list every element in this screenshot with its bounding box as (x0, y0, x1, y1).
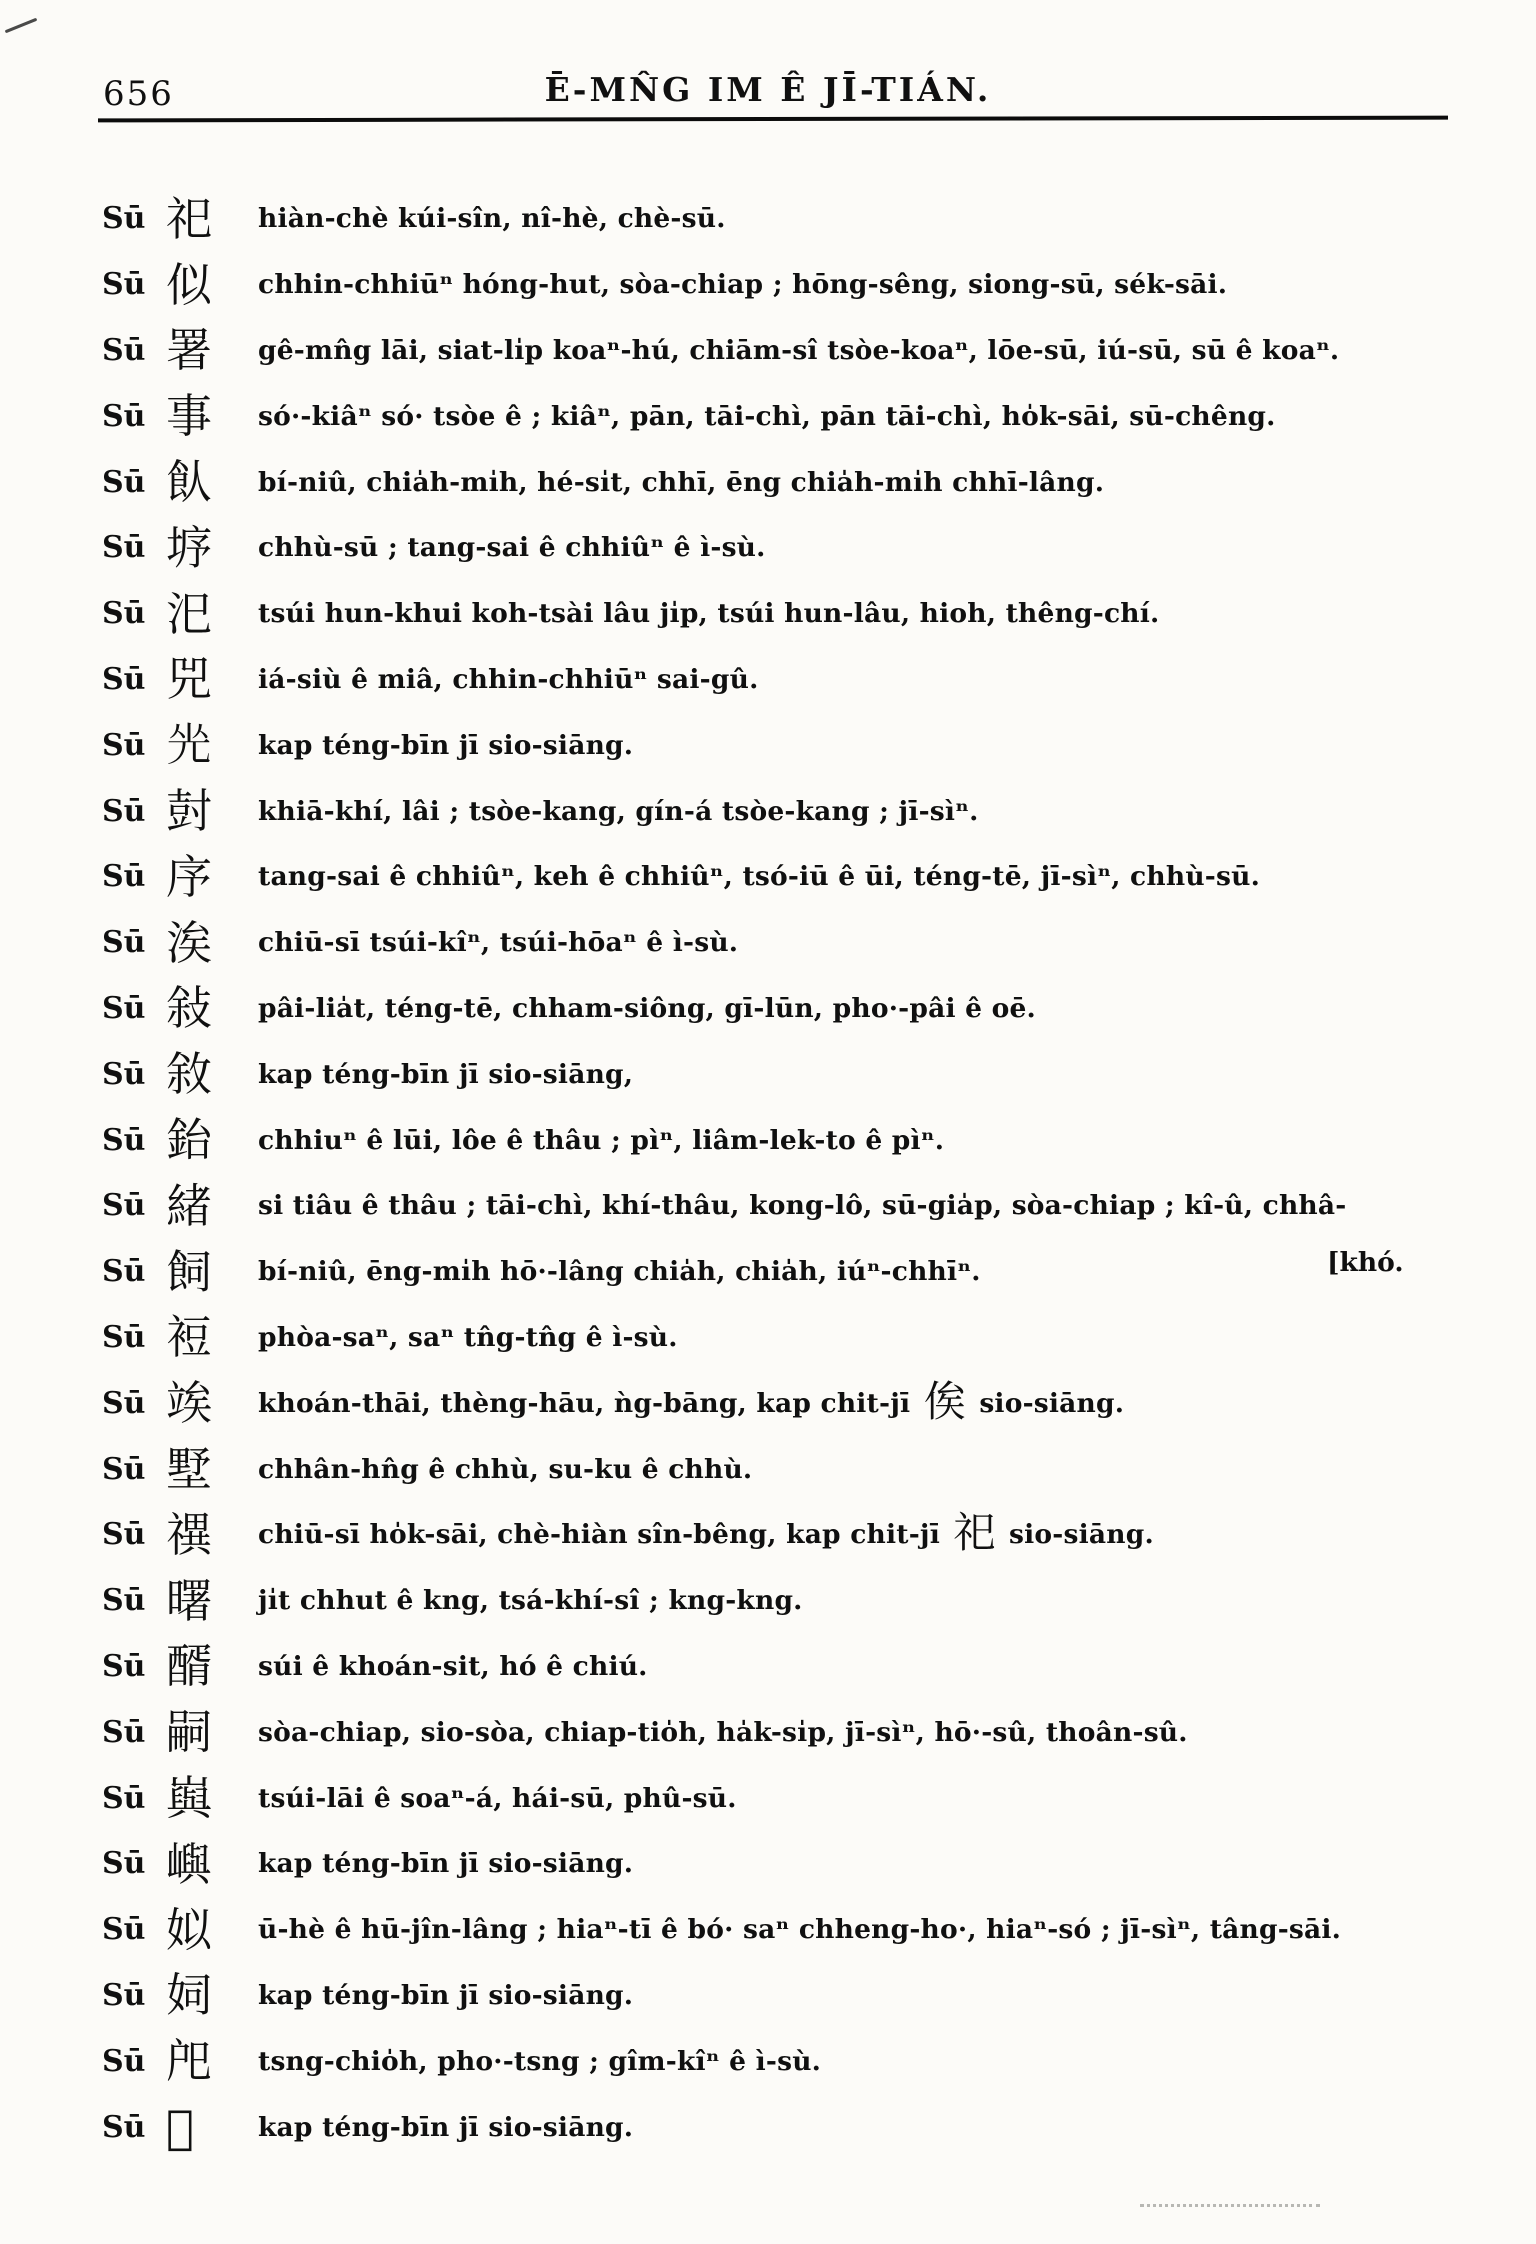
dictionary-entry (102, 1041, 1496, 1107)
dictionary-entry (102, 1699, 1496, 1765)
entry-definition-text: iá-siù ê miâ, chhin-chhiūⁿ sai-gû. (258, 663, 759, 695)
entry-definition (258, 1848, 633, 1879)
entry-romanization: Sū (102, 267, 146, 303)
entry-romanization: Sū (102, 1451, 146, 1487)
entry-definition-text-after: sio-siāng. (999, 1519, 1154, 1551)
entry-definition (258, 1717, 1188, 1748)
entry-definition-text: gê-mn̂g lāi, siat-li̍p koaⁿ-hú, chiām-sî tsòe-koaⁿ, lōe-sū, iú-sū, sū ê koaⁿ. (258, 334, 1340, 366)
dictionary-entry (102, 318, 1496, 384)
entry-definition (258, 1059, 633, 1090)
entry-definition (258, 993, 1036, 1024)
dictionary-entry (102, 1370, 1496, 1436)
dictionary-entry (102, 1305, 1496, 1371)
header-rule (98, 116, 1448, 123)
entry-definition-text: khoán-thāi, thèng-hāu, ǹg-bāng, kap chit-jī (258, 1387, 920, 1419)
page-number: 656 (103, 74, 174, 114)
entry-definition (258, 269, 1227, 300)
entry-character: 戺 (166, 2034, 212, 2089)
entry-definition-text: kap téng-bīn jī sio-siāng. (258, 1979, 634, 2011)
entry-character: 㚸 (166, 1968, 212, 2023)
entry-definition-text: kap téng-bīn jī sio-siāng. (258, 1848, 634, 1880)
entry-romanization: Sū (102, 1188, 146, 1224)
entry-definition (258, 1651, 648, 1682)
inline-character: 俟 (923, 1376, 966, 1426)
dictionary-entry (102, 252, 1496, 318)
entry-definition (258, 1508, 1154, 1558)
entry-character: 禩 (166, 1507, 212, 1562)
entry-romanization: Sū (102, 727, 146, 763)
entry-definition-text: só·-kiâⁿ só· tsòe ê ; kiâⁿ, pān, tāi-chì, pān tāi-chì, ho̍k-sāi, sū-chêng. (258, 400, 1276, 432)
dictionary-entry (102, 976, 1496, 1042)
entry-definition-text: sòa-chiap, sio-sòa, chiap-tio̍h, ha̍k-si̍p, jī-sìⁿ, hō·-sû, thoân-sû. (258, 1716, 1188, 1748)
entry-definition-text: kap téng-bīn jī sio-siāng. (258, 2111, 634, 2143)
entry-romanization: Sū (102, 859, 146, 895)
entry-definition (258, 203, 726, 234)
dictionary-entry (102, 581, 1496, 647)
entry-character: 敘 (166, 1047, 212, 1102)
entry-definition-text: bí-niû, chia̍h-mi̍h, hé-si̍t, chhī, ēng chia̍h-mi̍h chhī-lâng. (258, 466, 1105, 498)
entry-romanization: Sū (102, 1254, 146, 1290)
entry-definition-text: pâi-lia̍t, téng-tē, chham-siông, gī-lūn, pho·-pâi ê oē. (258, 992, 1036, 1024)
entry-character: 裋 (166, 1310, 212, 1365)
dictionary-entry (102, 647, 1496, 713)
entry-romanization: Sū (102, 1056, 146, 1092)
entry-romanization: Sū (102, 1583, 146, 1619)
entry-character: 似 (166, 257, 212, 312)
entry-definition (258, 1125, 944, 1156)
entry-definition (258, 1783, 737, 1814)
entry-definition (258, 598, 1159, 629)
entry-definition (258, 730, 633, 761)
entry-definition-text: bí-niû, ēng-mi̍h hō·-lâng chia̍h, chia̍h, iúⁿ-chhīⁿ. (258, 1256, 981, 1288)
entry-definition-text-after: sio-siāng. (969, 1387, 1125, 1419)
entry-character: 緒 (166, 1178, 212, 1233)
dictionary-entry (102, 1963, 1496, 2029)
entry-character: 嶼 (166, 1836, 212, 1891)
entry-romanization: Sū (102, 201, 146, 237)
dictionary-entry (102, 778, 1496, 844)
entry-definition (258, 2112, 633, 2143)
entry-definition-text: kap téng-bīn jī sio-siāng, (258, 1058, 634, 1090)
entry-character: 墅 (166, 1442, 212, 1497)
entry-character: 𢨫 (166, 2100, 194, 2154)
entry-definition (258, 861, 1260, 892)
print-artifact (1140, 2204, 1320, 2207)
entry-romanization: Sū (102, 1977, 146, 2013)
entry-definition-text: si tiâu ê thâu ; tāi-chì, khí-thâu, kong-lô, sū-gia̍p, sòa-chiap ; kî-û, chhâ- (258, 1190, 1347, 1222)
entry-romanization: Sū (102, 1714, 146, 1750)
entry-definition-text: chhin-chhiūⁿ hóng-hut, sòa-chiap ; hōng-sêng, siong-sū, sék-sāi. (258, 269, 1228, 301)
entry-definition (258, 1190, 1346, 1221)
entry-definition-text: súi ê khoán-sit, hó ê chiú. (258, 1650, 648, 1682)
dictionary-entry (102, 515, 1496, 581)
dictionary-entry (102, 1897, 1496, 1963)
entry-character: 醑 (166, 1639, 212, 1694)
page-title: Ē-MN̂G IM Ê JĪ-TIÁN. (544, 70, 992, 109)
entry-definition (258, 1454, 752, 1485)
entry-character: 飼 (166, 1244, 212, 1299)
entry-definition-text: chiū-sī tsúi-kîⁿ, tsúi-hōaⁿ ê ì-sù. (258, 927, 739, 959)
entry-romanization: Sū (102, 332, 146, 368)
entry-definition-text: tsúi hun-khui koh-tsài lâu ji̍p, tsúi hun-lâu, hioh, thêng-chí. (258, 598, 1160, 630)
entry-definition (258, 401, 1276, 432)
dictionary-entry (102, 1239, 1496, 1305)
dictionary-entry (102, 1831, 1496, 1897)
dictionary-entry (102, 1568, 1496, 1634)
entry-romanization: Sū (102, 2043, 146, 2079)
entry-definition (258, 1376, 1125, 1426)
entry-character: 曙 (166, 1573, 212, 1628)
dictionary-entry (102, 1173, 1496, 1239)
entry-definition (258, 1980, 633, 2011)
entry-definition (258, 1585, 803, 1616)
entry-character: 尌 (166, 784, 212, 839)
entry-definition (258, 1914, 1341, 1945)
dictionary-entry (102, 712, 1496, 778)
entry-romanization: Sū (102, 530, 146, 566)
entry-definition (258, 2046, 821, 2077)
corner-pen-mark (5, 18, 38, 34)
entry-definition (258, 532, 766, 563)
entry-definition-text: khiā-khí, lâi ; tsòe-kang, gín-á tsòe-kang ; jī-sìⁿ. (258, 795, 979, 827)
entry-romanization: Sū (102, 1780, 146, 1816)
entry-romanization: Sū (102, 1319, 146, 1355)
entry-definition-text: tang-sai ê chhiûⁿ, keh ê chhiûⁿ, tsó-iū ê ūi, téng-tē, jī-sìⁿ, chhù-sū. (258, 861, 1260, 893)
entry-list (102, 186, 1496, 2160)
entry-romanization: Sū (102, 925, 146, 961)
entry-character: 𠒃 (166, 718, 212, 773)
dictionary-entry (102, 449, 1496, 515)
entry-character: 姒 (166, 1902, 212, 1957)
entry-definition-text: tsng-chio̍h, pho·-tsng ; gîm-kîⁿ ê ì-sù. (258, 2045, 822, 2077)
entry-romanization: Sū (102, 1385, 146, 1421)
entry-definition (258, 1322, 678, 1353)
entry-definition (258, 664, 759, 695)
entry-character: 鈶 (166, 1113, 212, 1168)
entry-character: 序 (166, 849, 212, 904)
entry-character: 飤 (166, 455, 212, 510)
entry-romanization: Sū (102, 596, 146, 632)
dictionary-entry (102, 910, 1496, 976)
entry-character: 兕 (166, 652, 212, 707)
entry-definition-text: hiàn-chè kúi-sîn, nî-hè, chè-sū. (258, 203, 726, 235)
entry-character: 垿 (166, 520, 212, 575)
dictionary-entry (102, 383, 1496, 449)
entry-character: 嗣 (166, 1705, 212, 1760)
entry-romanization: Sū (102, 464, 146, 500)
dictionary-entry (102, 1634, 1496, 1700)
entry-character: 㠘 (166, 1771, 212, 1826)
entry-romanization: Sū (102, 1912, 146, 1948)
entry-definition-text: chhù-sū ; tang-sai ê chhiûⁿ ê ì-sù. (258, 532, 766, 564)
entry-romanization: Sū (102, 398, 146, 434)
entry-definition-text: ū-hè ê hū-jîn-lâng ; hiaⁿ-tī ê bó· saⁿ chheng-ho·, hiaⁿ-só ; jī-sìⁿ, tâng-sāi. (258, 1914, 1342, 1946)
continuation-note: [khó. (1327, 1247, 1404, 1278)
entry-definition-text: chhiuⁿ ê lūi, lôe ê thâu ; pìⁿ, liâm-lek-to ê pìⁿ. (258, 1124, 945, 1156)
entry-character: 汜 (166, 586, 212, 641)
dictionary-entry (102, 2028, 1496, 2094)
dictionary-entry (102, 1107, 1496, 1173)
entry-definition-text: chhân-hn̂g ê chhù, su-ku ê chhù. (258, 1453, 753, 1485)
inline-character: 祀 (953, 1508, 996, 1558)
dictionary-entry (102, 1765, 1496, 1831)
entry-definition (258, 467, 1104, 498)
entry-romanization: Sū (102, 1122, 146, 1158)
entry-character: 事 (166, 389, 212, 444)
entry-character: 祀 (166, 191, 212, 246)
entry-romanization: Sū (102, 661, 146, 697)
entry-definition (258, 335, 1339, 366)
entry-definition (258, 1256, 981, 1287)
entry-definition (258, 796, 979, 827)
entry-romanization: Sū (102, 1846, 146, 1882)
entry-character: 涘 (166, 915, 212, 970)
entry-character: 竢 (166, 1376, 212, 1431)
entry-definition (258, 927, 738, 958)
entry-romanization: Sū (102, 2109, 146, 2145)
dictionary-entry (102, 1436, 1496, 1502)
dictionary-entry (102, 844, 1496, 910)
entry-character: 署 (166, 323, 212, 378)
entry-romanization: Sū (102, 793, 146, 829)
entry-definition-text: ji̍t chhut ê kng, tsá-khí-sî ; kng-kng. (258, 1585, 803, 1617)
entry-character: 敍 (166, 981, 212, 1036)
entry-definition-text: phòa-saⁿ, saⁿ tn̂g-tn̂g ê ì-sù. (258, 1321, 678, 1353)
entry-romanization: Sū (102, 990, 146, 1026)
entry-romanization: Sū (102, 1517, 146, 1553)
dictionary-entry (102, 1502, 1496, 1568)
dictionary-entry (102, 2094, 1496, 2160)
entry-definition-text: kap téng-bīn jī sio-siāng. (258, 729, 634, 761)
dictionary-entry (102, 186, 1496, 252)
entry-definition-text: chiū-sī ho̍k-sāi, chè-hiàn sîn-bêng, kap chit-jī (258, 1519, 950, 1551)
entry-romanization: Sū (102, 1648, 146, 1684)
entry-definition-text: tsúi-lāi ê soaⁿ-á, hái-sū, phû-sū. (258, 1782, 737, 1814)
